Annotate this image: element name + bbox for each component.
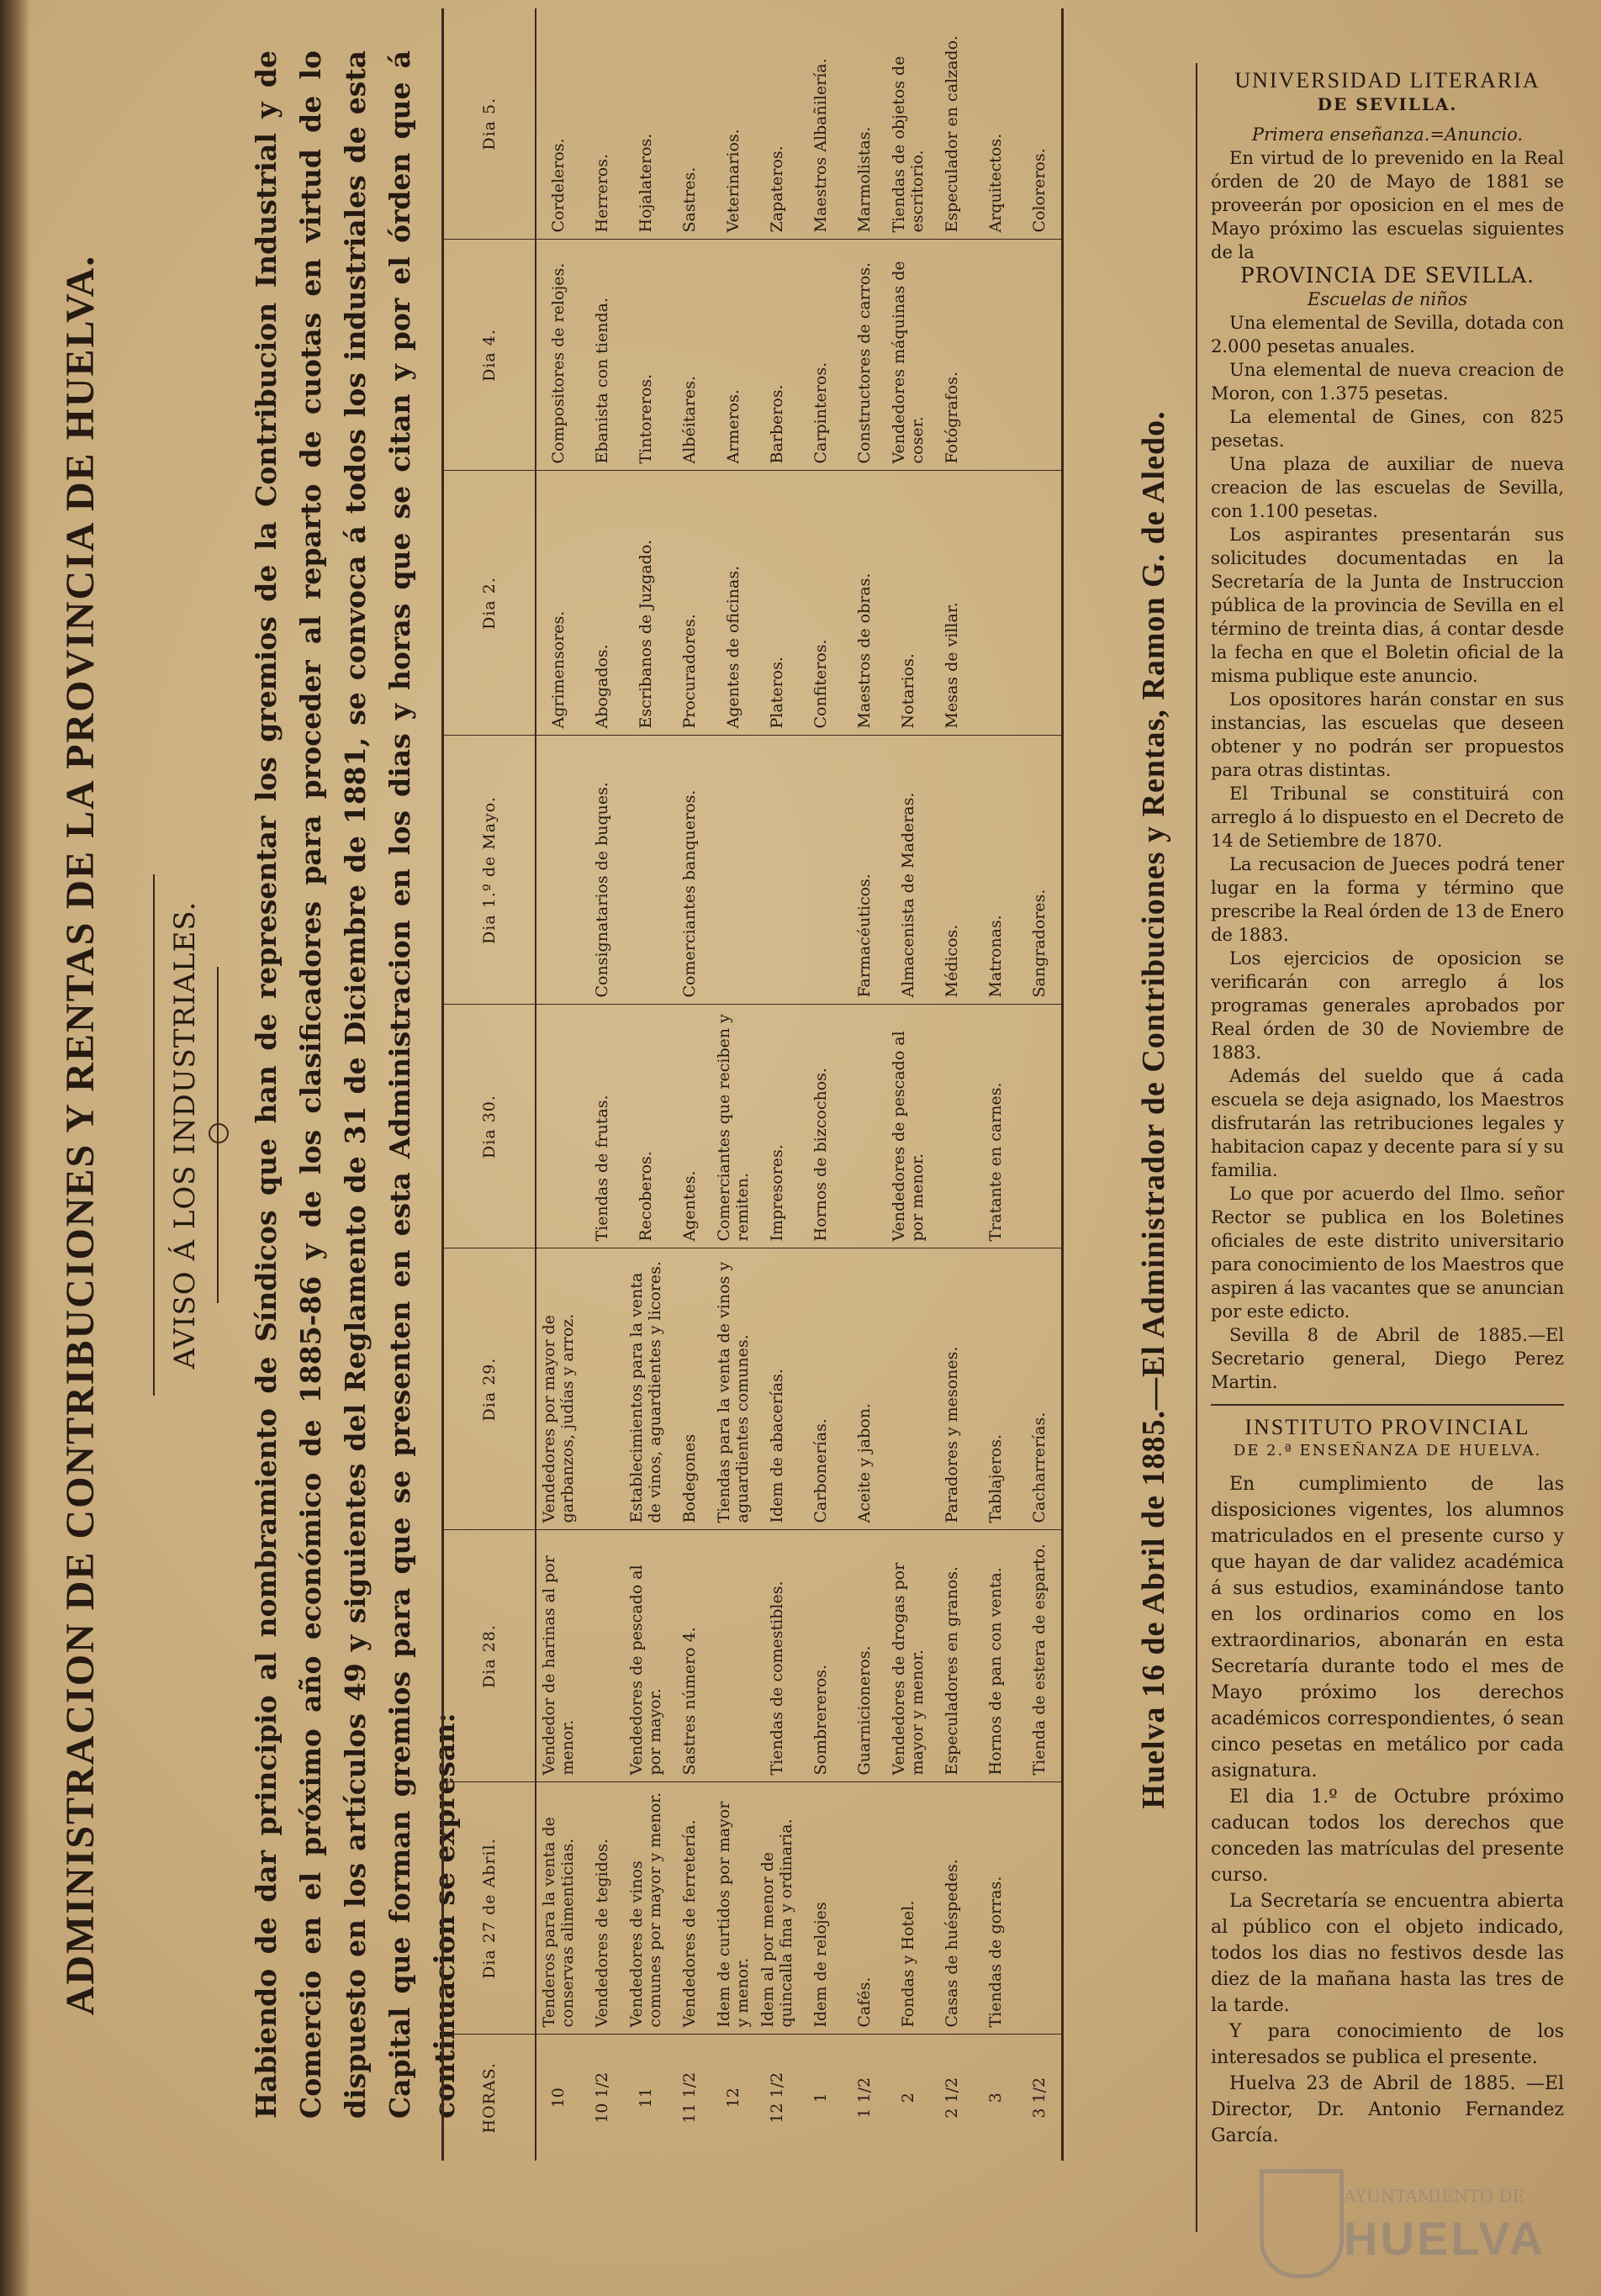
table-cell [843,1005,886,1248]
instituto-title: INSTITUTO PROVINCIAL [1244,1415,1530,1439]
table-cell [711,736,755,1005]
table-cell: Cafés. [843,1782,886,2035]
table-cell: Armeros. [711,240,755,471]
universidad-signature: Sevilla 8 de Abril de 1885.—El Secretario general, Diego Perez Martin. [1211,1325,1564,1392]
universidad-p6: Los ejercicios de oposicion se verificarán con arreglo á los programas generales aprobados por Real órden de 30 de Noviembre de 1883. [1211,948,1564,1063]
table-cell [711,1530,755,1782]
hour-cell: 11 1/2 [680,2072,699,2124]
table-cell: Tratante en carnes. [974,1005,1017,1248]
table-header-row [443,8,536,2161]
list-item: La elemental de Gines, con 825 pesetas. [1211,407,1564,451]
universidad-province: PROVINCIA DE SEVILLA. [1239,263,1535,288]
hour-cell: 1 [811,2093,830,2103]
notice-intro: Habiendo de dar principio al nombramiento de Síndicos que han de representar los gremios de la Contribucion Industrial y de Comercio en el próximo año económico de 1885-86 y de los clasificadores para proceder al reparto de cuotas en virtud de lo dispuesto en los artículos 49 y siguientes del Reglamento de 31 de Diciembre de 1881, se convoca á todos los industriales de esta Capital que forman gremios para que se presenten en esta Administracion en los dias y horas que se citan y por el órden que á continuacion se expresan: [250,50,461,2119]
table-cell [974,471,1017,736]
table-cell: Agrimensores. [536,471,580,736]
notice-footer: Huelva 16 de Abril de 1885.—El Administrador de Contribuciones y Rentas, Ramon G. de Aledo. [1136,410,1171,1809]
instituto-p2: El dia 1.º de Octubre próximo caducan todos los derechos que conceden las matrículas del presente curso. [1211,1787,1564,1886]
table-cell: Tiendas de objetos de escritorio. [886,8,930,240]
list-item: Una elemental de Sevilla, dotada con 2.000 pesetas anuales. [1211,313,1564,356]
list-item: Una plaza de auxiliar de nueva creacion de las escuelas de Sevilla, con 1.100 pesetas. [1211,454,1564,521]
table-cell [886,1248,930,1530]
table-cell [799,736,843,1005]
table-cell: Tiendas de comestibles. [755,1530,799,1782]
schedule-table [441,8,1064,2161]
table-cell: Tablajeros. [974,1248,1017,1530]
hour-cell: 11 [637,2088,655,2109]
table-cell: Comerciantes banqueros. [668,736,711,1005]
table-row [843,8,886,2161]
table-cell [1017,240,1063,471]
stamp-city: HUELVA [1344,2212,1546,2265]
table-cell: Idem de abacerías. [755,1248,799,1530]
table-cell: Procuradores. [668,471,711,736]
table-cell: Notarios. [886,471,930,736]
universidad-place: DE SEVILLA. [1317,94,1458,114]
hour-cell: 1 1/2 [855,2077,874,2119]
universidad-p5: La recusacion de Jueces podrá tener lugar en la forma y término que prescribe la Real órden de 13 de Enero de 1883. [1211,854,1564,945]
universidad-p2: Los aspirantes presentarán sus solicitudes documentadas en la Secretaría de la Junta de Instruccion pública de la provincia de Sevilla en el término de treinta dias, á contar desde la fecha en que el Boletin oficial de la misma publique este anuncio. [1211,525,1564,686]
ornament-icon [209,1123,229,1143]
table-body [536,8,1063,2161]
table-cell: Zapateros. [755,8,799,240]
table-cell: Confiteros. [799,471,843,736]
table-row [668,8,711,2161]
table-row [536,8,580,2161]
table-cell: Matronas. [974,736,1017,1005]
table-cell: Hornos de pan con venta. [974,1530,1017,1782]
table-cell: Albéitares. [668,240,711,471]
table-cell: Aceite y jabon. [843,1248,886,1530]
table-row [886,8,930,2161]
table-cell: Sastres número 4. [668,1530,711,1782]
table-cell [1017,1005,1063,1248]
table-cell: Vendedores por mayor de garbanzos, judías y arroz. [536,1248,580,1530]
table-cell: Vendedores máquinas de coser. [886,240,930,471]
hour-cell: 10 1/2 [593,2072,611,2124]
table-cell: Marmolistas. [843,8,886,240]
table-cell: Hojalateros. [624,8,668,240]
table-cell: Tiendas para la venta de vinos y aguardientes comunes. [711,1248,755,1530]
table-cell: Consignatarios de buques. [580,736,624,1005]
table-cell [755,736,799,1005]
table-cell: Idem de curtidos por mayor y menor. [711,1782,755,2035]
instituto-signature: Huelva 23 de Abril de 1885. —El Director, Dr. Antonio Fernandez García. [1211,2073,1564,2146]
column-header: Dia 30. [443,1005,536,1248]
table-cell: Agentes. [668,1005,711,1248]
table-row [1017,8,1063,2161]
notice-title: ADMINISTRACION DE CONTRIBUCIONES Y RENTAS DE LA PROVINCIA DE HUELVA. [58,254,103,2016]
section-separator [1211,1404,1564,1406]
universidad-p1: En virtud de lo prevenido en la Real órden de 20 de Mayo de 1881 se proveerán por oposicion en el mes de Mayo próximo las escuelas siguientes de la [1211,148,1564,262]
table-cell [580,1248,624,1530]
table-cell: Recoberos. [624,1005,668,1248]
table-cell: Cordeleros. [536,8,580,240]
table-cell: Coloreros. [1017,8,1063,240]
archive-stamp [1260,2169,1546,2295]
hour-cell: 2 [899,2093,917,2103]
table-cell: Bodegones [668,1248,711,1530]
table-cell: Compositores de relojes. [536,240,580,471]
universidad-title: UNIVERSIDAD LITERARIA [1234,68,1540,92]
table-cell: Sastres. [668,8,711,240]
table-cell: Fondas y Hotel. [886,1782,930,2035]
notice-subtitle: AVISO Á LOS INDUSTRIALES. [168,900,202,1370]
table-cell [536,1005,580,1248]
column-header: Dia 27 de Abril. [443,1782,536,2035]
table-cell: Escribanos de Juzgado. [624,471,668,736]
column-header: Dia 1.º de Mayo. [443,736,536,1005]
universidad-p8: Lo que por acuerdo del Ilmo. señor Rector se publica en los Boletines oficiales de este distrito universitario para conocimiento de los Maestros que aspiren á las vacantes que se anuncian por este edicto. [1211,1184,1564,1322]
table-cell: Médicos. [930,736,974,1005]
table-cell: Constructores de carros. [843,240,886,471]
table-row [799,8,843,2161]
table-cell: Herreros. [580,8,624,240]
table-cell: Hornos de bizcochos. [799,1005,843,1248]
table-cell: Sangradores. [1017,736,1063,1005]
table-cell: Tintoreros. [624,240,668,471]
table-cell: Mesas de villar. [930,471,974,736]
table-cell: Cacharrerías. [1017,1248,1063,1530]
table-cell: Especulador en calzado. [930,8,974,240]
table-cell: Idem de relojes [799,1782,843,2035]
table-row [755,8,799,2161]
table-cell: Vendedores de pescado al por menor. [886,1005,930,1248]
table-cell: Vendedores de tegidos. [580,1782,624,2035]
universidad-p3: Los opositores harán constar en sus instancias, las escuelas que deseen obtener y no podrán ser propuestos para otras distintas. [1211,689,1564,780]
table-cell: Casas de huéspedes. [930,1782,974,2035]
stamp-label: AYUNTAMIENTO DE [1344,2186,1525,2206]
table-cell: Farmacéuticos. [843,736,886,1005]
table-cell: Paradores y mesones. [930,1248,974,1530]
table-cell: Tiendas de frutas. [580,1005,624,1248]
universidad-column [1211,69,1564,2149]
table-cell: Maestros Albañilería. [799,8,843,240]
table-row [624,8,668,2161]
title-rule [153,874,155,1396]
column-header: Dia 2. [443,471,536,736]
hour-cell: 12 [724,2088,742,2109]
table-cell [930,1005,974,1248]
table-cell: Abogados. [580,471,624,736]
table-cell: Tenderos para la venta de conservas alimenticias. [536,1782,580,2035]
instituto-p4: Y para conocimiento de los interesados se publica el presente. [1211,2021,1564,2068]
table-cell: Sombrereros. [799,1530,843,1782]
table-cell: Plateros. [755,471,799,736]
table-row [580,8,624,2161]
table-cell: Agentes de oficinas. [711,471,755,736]
table-cell: Impresores. [755,1005,799,1248]
table-cell: Guarnicioneros. [843,1530,886,1782]
table-cell [1017,471,1063,736]
instituto-subtitle: DE 2.ª ENSEÑANZA DE HUELVA. [1233,1442,1542,1459]
table-cell: Establecimientos para la venta de vinos, aguardientes y licores. [624,1248,668,1530]
hour-cell: 2 1/2 [943,2077,961,2119]
table-cell: Almacenista de Maderas. [886,736,930,1005]
coat-of-arms-icon [1260,2169,1344,2278]
table-cell [536,736,580,1005]
column-header: Dia 5. [443,8,536,240]
hour-cell: 10 [549,2088,568,2109]
hour-cell: 12 1/2 [768,2072,786,2124]
table-cell: Maestros de obras. [843,471,886,736]
table-cell: Tienda de estera de esparto. [1017,1530,1063,1782]
table-cell: Barberos. [755,240,799,471]
table-cell [1017,1782,1063,2035]
table-cell: Vendedores de ferretería. [668,1782,711,2035]
instituto-p1: En cumplimiento de las disposiciones vigentes, los alumnos matriculados en el presente curso y que hayan de dar validez académica á sus estudios, examinándose tanto en los ordinarios como en los extraordinarios, abonarán en esta Secretaría durante todo el mes de Mayo próximo los derechos académicos correspondientes, ó sean cinco pesetas en metálico por cada asignatura. [1211,1474,1564,1781]
universidad-heading: Primera enseñanza.=Anuncio. [1251,124,1524,145]
column-divider [1196,63,1197,2232]
table-cell: Carbonerías. [799,1248,843,1530]
hour-cell: 3 1/2 [1030,2077,1049,2119]
table-cell: Veterinarios. [711,8,755,240]
universidad-p4: El Tribunal se constituirá con arreglo á lo dispuesto en el Decreto de 14 de Setiembre de 1870. [1211,784,1564,851]
table-row [974,8,1017,2161]
table-cell: Ebanista con tienda. [580,240,624,471]
instituto-p3: La Secretaría se encuentra abierta al público con el objeto indicado, todos los dias no festivos desde las diez de la mañana hasta las tres de la tarde. [1211,1891,1564,2016]
table-cell [624,736,668,1005]
column-header: Dia 4. [443,240,536,471]
table-cell [974,240,1017,471]
table-cell: Vendedores de pescado al por mayor. [624,1530,668,1782]
universidad-p7: Además del sueldo que á cada escuela se deja asignado, los Maestros disfrutarán las retribuciones legales y habitacion capaz y decente para sí y su familia. [1211,1066,1564,1180]
table-cell: Vendedor de harinas al por menor. [536,1530,580,1782]
table-cell: Fotógrafos. [930,240,974,471]
column-header: Dia 28. [443,1530,536,1782]
column-header: HORAS. [443,2035,536,2161]
universidad-schools-heading: Escuelas de niños [1307,289,1468,309]
rotated-notice [25,0,1202,2270]
table-row [930,8,974,2161]
table-cell: Comerciantes que reciben y remiten. [711,1005,755,1248]
table-cell: Arquitectos. [974,8,1017,240]
column-header: Dia 29. [443,1248,536,1530]
table-row [711,8,755,2161]
table-cell: Tiendas de gorras. [974,1782,1017,2035]
table-cell: Carpinteros. [799,240,843,471]
table-cell: Idem al por menor de quincalla fina y ordinaria. [755,1782,799,2035]
table-cell: Vendedores de drogas por mayor y menor. [886,1530,930,1782]
table-cell [580,1530,624,1782]
list-item: Una elemental de nueva creacion de Moron, con 1.375 pesetas. [1211,360,1564,404]
table-cell: Especuladores en granos. [930,1530,974,1782]
table-cell: Vendedores de vinos comunes por mayor y menor. [624,1782,668,2035]
hour-cell: 3 [986,2093,1005,2103]
